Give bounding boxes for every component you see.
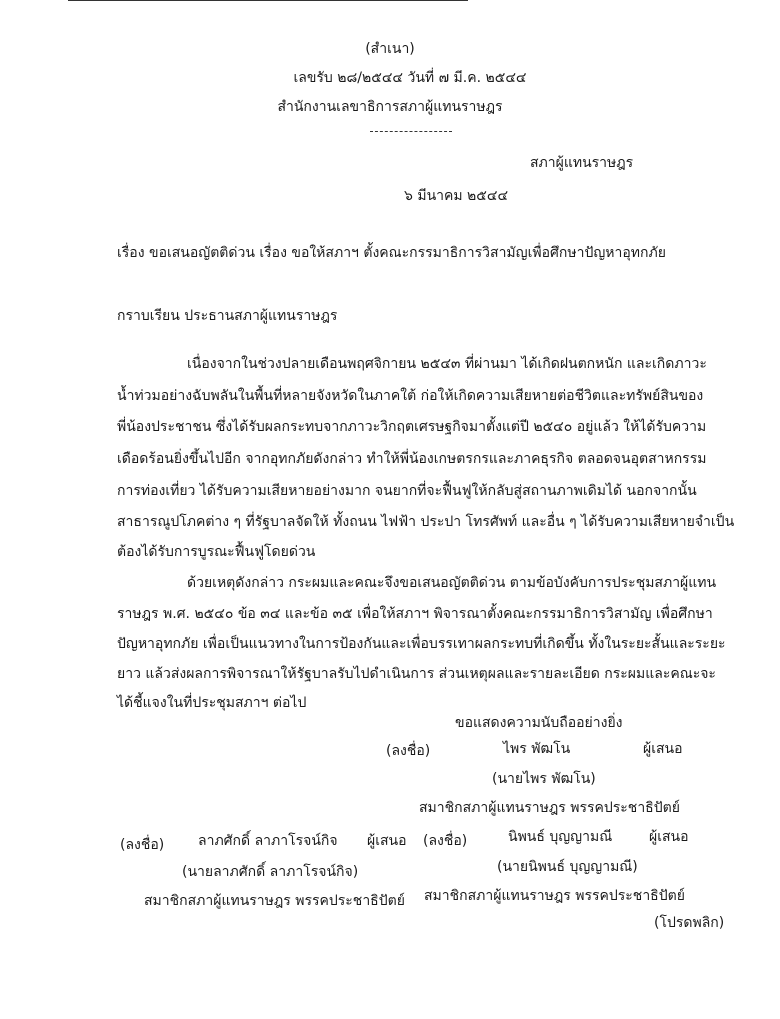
salutation: กราบเรียน ประธานสภาผู้แทนราษฎร <box>117 308 338 324</box>
body-line: ด้วยเหตุดังกล่าว กระผมและคณะจึงขอเสนอญัตติด่วน ตามข้อบังคับการประชุมสภาผู้แทน <box>187 575 717 591</box>
body-line: สาธารณูปโภคต่าง ๆ ที่รัฐบาลจัดให้ ทั้งถนน ไฟฟ้า ประปา โทรศัพท์ และอื่น ๆ ได้รับความเสียหายจำเป็น <box>117 514 735 530</box>
copy-mark: (สำเนา) <box>365 41 415 57</box>
right-sign-label: (ลงชื่อ) <box>423 833 468 849</box>
body-line: ปัญหาอุทกภัย เพื่อเป็นแนวทางในการป้องกันและเพื่อบรรเทาผลกระทบที่เกิดขึ้น ทั้งในระยะสั้นและระยะ <box>117 636 726 652</box>
left-signer-name: ลาภศักดิ์ ลาภาโรจน์กิจ <box>198 833 338 849</box>
office-name: สำนักงานเลขาธิการสภาผู้แทนราษฎร <box>277 99 503 115</box>
body-line: ต้องได้รับการบูรณะฟื้นฟูโดยด่วน <box>117 544 316 560</box>
right-signer-full-name: (นายนิพนธ์ บุญญามณี) <box>497 859 638 875</box>
body-line: ได้ชี้แจงในที่ประชุมสภาฯ ต่อไป <box>117 695 307 711</box>
top-border-line <box>68 0 468 1</box>
body-line: พี่น้องประชาชน ซึ่งได้รับผลกระทบจากภาวะวิกฤตเศรษฐกิจมาตั้งแต่ปี ๒๕๔๐ อยู่แล้ว ให้ได้รับความ <box>117 419 707 435</box>
body-line: ยาว แล้วส่งผลการพิจารณาให้รัฐบาลรับไปดำเนินการ ส่วนเหตุผลและรายละเอียด กระผมและคณะจะ <box>117 666 716 682</box>
subject: เรื่อง ขอเสนอญัตติด่วน เรื่อง ขอให้สภาฯ ตั้งคณะกรรมาธิการวิสามัญเพื่อศึกษาปัญหาอุทกภัย <box>117 245 666 261</box>
main-signer-name: ไพร พัฒโน <box>503 741 571 757</box>
main-signer-position: สมาชิกสภาผู้แทนราษฎร พรรคประชาธิปัตย์ <box>419 800 680 816</box>
body-line: เดือดร้อนยิ่งขึ้นไปอีก จากอุทกภัยดังกล่าว ทำให้พี่น้องเกษตรกรและภาคธุรกิจ ตลอดจนอุตสาหกรรม <box>117 451 707 467</box>
left-signer-full-name: (นายลาภศักดิ์ ลาภาโรจน์กิจ) <box>182 864 359 880</box>
document-date: ๖ มีนาคม ๒๕๔๔ <box>404 188 509 204</box>
closing: ขอแสดงความนับถืออย่างยิ่ง <box>455 715 623 731</box>
body-line: น้ำท่วมอย่างฉับพลันในพื้นที่หลายจังหวัดในภาคใต้ ก่อให้เกิดความเสียหายต่อชีวิตและทรัพย์สินของ <box>117 388 704 404</box>
body-line: การท่องเที่ยว ได้รับความเสียหายอย่างมาก จนยากที่จะฟื้นฟูให้กลับสู่สถานภาพเดิมได้ นอกจากนั้น <box>117 483 697 499</box>
left-signer-position: สมาชิกสภาผู้แทนราษฎร พรรคประชาธิปัตย์ <box>144 893 405 909</box>
right-signer-role: ผู้เสนอ <box>649 829 689 845</box>
main-sign-label: (ลงชื่อ) <box>386 743 431 759</box>
left-signer-role: ผู้เสนอ <box>367 833 407 849</box>
right-signer-position: สมาชิกสภาผู้แทนราษฎร พรรคประชาธิปัตย์ <box>424 888 685 904</box>
main-signer-role: ผู้เสนอ <box>643 741 683 757</box>
right-signer-name: นิพนธ์ บุญญามณี <box>508 829 613 845</box>
left-sign-label: (ลงชื่อ) <box>120 837 165 853</box>
main-signer-full-name: (นายไพร พัฒโน) <box>492 771 596 787</box>
receipt-line: เลขรับ ๒๘/๒๕๔๔ วันที่ ๗ มี.ค. ๒๕๔๔ <box>293 70 527 86</box>
separator-line <box>370 131 452 132</box>
please-turn-note: (โปรดพลิก) <box>654 915 725 931</box>
body-line: เนื่องจากในช่วงปลายเดือนพฤศจิกายน ๒๕๔๓ ที่ผ่านมา ได้เกิดฝนตกหนัก และเกิดภาวะ <box>187 356 707 372</box>
body-line: ราษฎร พ.ศ. ๒๕๔๐ ข้อ ๓๔ และข้อ ๓๕ เพื่อให้สภาฯ พิจารณาตั้งคณะกรรมาธิการวิสามัญ เพื่อศึกษา <box>117 606 713 622</box>
place: สภาผู้แทนราษฎร <box>530 155 634 171</box>
